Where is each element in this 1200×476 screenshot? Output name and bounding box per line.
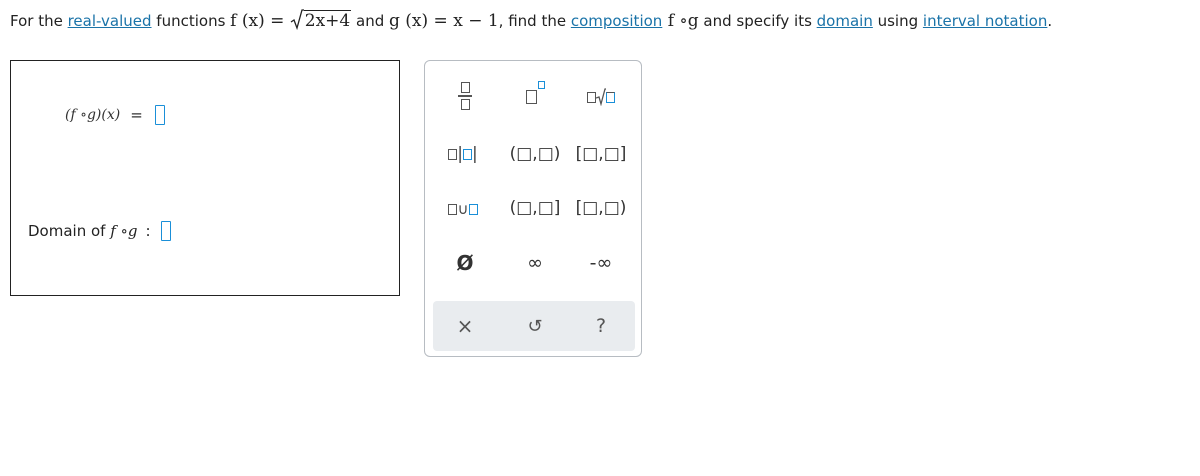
palette-action-bar <box>433 301 635 351</box>
fraction-icon <box>458 82 472 109</box>
closed-open-interval-button[interactable] <box>571 193 631 223</box>
clear-button[interactable] <box>435 311 495 341</box>
q-find: , find the <box>498 12 571 30</box>
empty-set-icon: Ø <box>456 251 474 275</box>
f-definition <box>230 11 351 31</box>
domain-row <box>28 221 171 241</box>
link-interval-notation[interactable]: interval notation <box>922 12 1048 30</box>
empty-set-button[interactable] <box>435 248 495 278</box>
open-interval-button[interactable] <box>505 139 565 169</box>
help-icon: ? <box>595 315 607 337</box>
composition-row <box>65 105 165 125</box>
q-prefix: For the <box>10 12 68 30</box>
undo-icon: ↺ <box>527 315 543 337</box>
domain-label <box>28 222 137 240</box>
link-real-valued[interactable]: real-valued <box>67 12 152 30</box>
domain-fn: f ∘g <box>110 222 138 240</box>
exponent-icon <box>526 87 545 106</box>
open-closed-interval-label: (□,□] <box>509 198 561 218</box>
domain-colon: : <box>145 222 151 240</box>
union-icon: ∪ <box>448 199 479 218</box>
f-lhs: f (x) = <box>230 11 290 31</box>
equals-sign: = <box>130 106 143 124</box>
math-palette <box>424 60 642 357</box>
closed-interval-button[interactable] <box>571 139 631 169</box>
nth-root-icon <box>587 87 615 106</box>
q-end: . <box>1047 12 1053 30</box>
domain-label-text: Domain of <box>28 222 111 240</box>
closed-interval-label: [□,□] <box>575 144 627 164</box>
infinity-icon: ∞ <box>527 252 543 274</box>
open-interval-label: (□,□) <box>509 144 561 164</box>
q-functions: functions <box>151 12 231 30</box>
close-icon: × <box>456 314 474 338</box>
open-closed-interval-button[interactable] <box>505 193 565 223</box>
g-definition: g (x) = x − 1 <box>389 11 499 31</box>
link-domain[interactable]: domain <box>816 12 873 30</box>
root-sign-icon <box>596 88 606 106</box>
exponent-button[interactable] <box>505 81 565 111</box>
answer-box <box>10 60 400 296</box>
fog-symbol: f ∘g <box>662 11 699 31</box>
question-text <box>10 8 1052 34</box>
absolute-value-icon: | | <box>448 144 477 164</box>
sqrt-expression <box>290 8 351 34</box>
absolute-value-button[interactable] <box>433 139 493 169</box>
infinity-button[interactable] <box>505 248 565 278</box>
radicand: 2x+4 <box>304 11 351 31</box>
composition-lhs: (f ∘g)(x) <box>65 107 121 123</box>
help-button[interactable] <box>571 311 631 341</box>
q-and: and <box>351 12 390 30</box>
closed-open-interval-label: [□,□) <box>575 198 627 218</box>
domain-input[interactable] <box>161 221 171 241</box>
link-composition[interactable]: composition <box>570 12 663 30</box>
fraction-button[interactable] <box>435 81 495 111</box>
negative-infinity-button[interactable] <box>571 248 631 278</box>
union-button[interactable] <box>433 193 493 223</box>
radical-icon <box>290 9 304 31</box>
q-using: using <box>872 12 923 30</box>
composition-input[interactable] <box>155 105 165 125</box>
negative-infinity-icon: -∞ <box>589 252 613 274</box>
q-specify: and specify its <box>698 12 817 30</box>
undo-button[interactable] <box>505 311 565 341</box>
nth-root-button[interactable] <box>571 81 631 111</box>
